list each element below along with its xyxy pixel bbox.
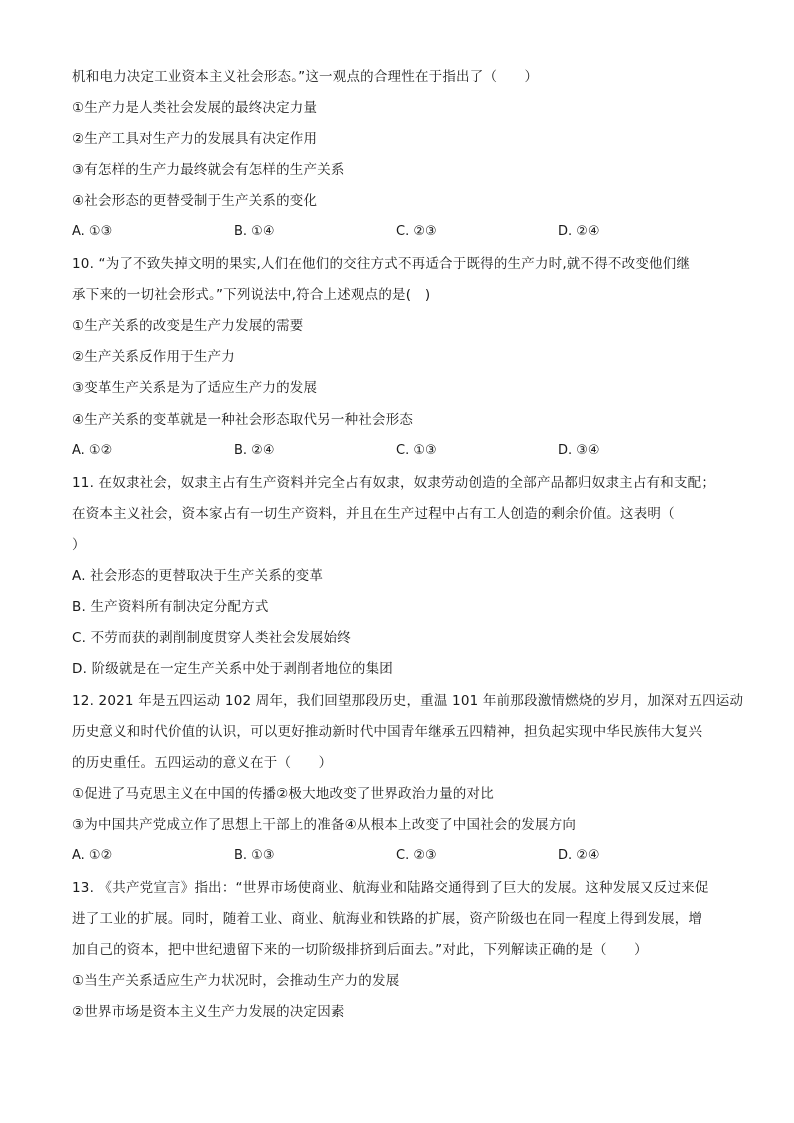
q12-stem-line-3: 的历史重任。五四运动的意义在于（ ） — [72, 755, 333, 771]
q10-item-3: ③变革生产关系是为了适应生产力的发展 — [72, 380, 318, 396]
q12-stem-line-2: 历史意义和时代价值的认识，可以更好推动新时代中国青年继承五四精神，担负起实现中华民族伟大复兴 — [72, 724, 703, 740]
q12-option-d: D. ②④ — [558, 848, 600, 863]
q13-stem-line-1: 13. 《共产党宣言》指出：“世界市场使商业、航海业和陆路交通得到了巨大的发展。这种发展又反过来促 — [72, 880, 709, 896]
q10-item-2: ②生产关系反作用于生产力 — [72, 349, 236, 365]
q11-option-d: D. 阶级就是在一定生产关系中处于剥削者地位的集团 — [72, 661, 393, 677]
q10-stem-line-2: 承下来的一切社会形式。”下列说法中,符合上述观点的是( ) — [72, 287, 431, 303]
q9-option-a: A. ①③ — [72, 224, 113, 239]
q13-stem-line-2: 进了工业的扩展。同时，随着工业、商业、航海业和铁路的扩展，资产阶级也在同一程度上得到发展，增 — [72, 911, 703, 927]
q11-option-c: C. 不劳而获的剥削制度贯穿人类社会发展始终 — [72, 630, 351, 646]
q12-option-b: B. ①③ — [234, 848, 275, 863]
q11-stem-line-2: 在资本主义社会，资本家占有一切生产资料，并且在生产过程中占有工人创造的剩余价值。这表明（ — [72, 506, 675, 522]
q9-item-1: ①生产力是人类社会发展的最终决定力量 — [72, 100, 318, 116]
q10-item-4: ④生产关系的变革就是一种社会形态取代另一种社会形态 — [72, 412, 414, 428]
q9-option-d: D. ②④ — [558, 224, 600, 239]
q10-option-d: D. ③④ — [558, 443, 600, 458]
q10-stem-line-1: 10. “为了不致失掉文明的果实,人们在他们的交往方式不再适合于既得的生产力时,就不得不改变他们继 — [72, 256, 691, 272]
q9-item-2: ②生产工具对生产力的发展具有决定作用 — [72, 131, 318, 147]
q9-option-c: C. ②③ — [396, 224, 437, 239]
q10-option-c: C. ①③ — [396, 443, 437, 458]
q12-item-2: ③为中国共产党成立作了思想上干部上的准备④从根本上改变了中国社会的发展方向 — [72, 817, 577, 833]
q11-option-a: A. 社会形态的更替取决于生产关系的变革 — [72, 568, 324, 584]
q12-item-1: ①促进了马克思主义在中国的传播②极大地改变了世界政治力量的对比 — [72, 786, 494, 802]
q10-option-a: A. ①② — [72, 443, 113, 458]
q12-option-a: A. ①② — [72, 848, 113, 863]
q9-item-4: ④社会形态的更替受制于生产关系的变化 — [72, 193, 318, 209]
q9-option-b: B. ①④ — [234, 224, 275, 239]
q12-stem-line-1: 12. 2021 年是五四运动 102 周年，我们回望那段历史，重温 101 年前那段激情燃烧的岁月，加深对五四运动 — [72, 693, 744, 709]
q10-option-b: B. ②④ — [234, 443, 275, 458]
q9-stem-tail: 机和电力决定工业资本主义社会形态。”这一观点的合理性在于指出了（ ） — [72, 69, 539, 85]
q12-option-c: C. ②③ — [396, 848, 437, 863]
q13-item-1: ①当生产关系适应生产力状况时，会推动生产力的发展 — [72, 973, 400, 989]
q11-option-b: B. 生产资料所有制决定分配方式 — [72, 599, 269, 615]
q13-stem-line-3: 加自己的资本，把中世纪遗留下来的一切阶级排挤到后面去。”对此，下列解读正确的是（ ） — [72, 942, 648, 958]
q9-item-3: ③有怎样的生产力最终就会有怎样的生产关系 — [72, 162, 345, 178]
q11-stem-line-3: ） — [72, 537, 86, 553]
q11-stem-line-1: 11. 在奴隶社会，奴隶主占有生产资料并完全占有奴隶，奴隶劳动创造的全部产品都归奴隶主占有和支配； — [72, 475, 716, 491]
q10-item-1: ①生产关系的改变是生产力发展的需要 — [72, 318, 304, 334]
q13-item-2: ②世界市场是资本主义生产力发展的决定因素 — [72, 1004, 345, 1020]
